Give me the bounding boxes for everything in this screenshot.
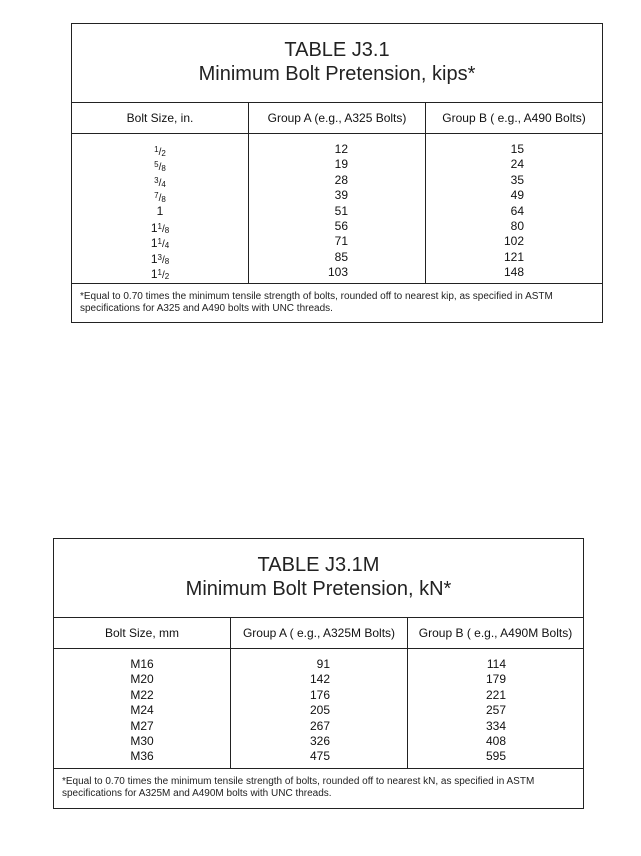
table-title-block xyxy=(72,24,602,103)
group-b-value: 221 xyxy=(485,687,506,702)
bolt-size-cell xyxy=(72,250,248,265)
bolt-size-cell: M16 xyxy=(130,657,154,671)
bolt-size-cell xyxy=(72,173,248,188)
bolt-size-value: $^3/_4$ xyxy=(154,175,166,189)
table-j3-1 xyxy=(71,23,603,323)
column-group-a xyxy=(231,649,408,768)
bolt-size-cell xyxy=(72,204,248,219)
header-group-a: Group A (e.g., A325 Bolts) xyxy=(249,103,426,133)
group-b-value: 102 xyxy=(503,234,524,249)
header-group-b: Group B ( e.g., A490M Bolts) xyxy=(418,626,573,640)
group-a-value: 39 xyxy=(334,188,348,203)
group-b-value: 179 xyxy=(485,672,506,687)
table-title-block xyxy=(54,539,583,618)
bolt-size-cell xyxy=(72,157,248,172)
table-title: TABLE J3.1M xyxy=(257,554,380,576)
footnote-line: specifications for A325 and A490 bolts with UNC threads. xyxy=(80,303,333,314)
group-b-value: 80 xyxy=(510,218,524,233)
group-b-value: 35 xyxy=(510,172,524,187)
table-subtitle: Minimum Bolt Pretension, kN* xyxy=(185,578,452,600)
group-b-value: 24 xyxy=(510,157,524,172)
bolt-size-cell xyxy=(72,188,248,203)
table-footnote xyxy=(54,769,583,800)
group-a-value: 176 xyxy=(309,687,330,702)
group-b-value: 64 xyxy=(510,203,524,218)
table-footnote xyxy=(72,284,602,315)
group-a-value: 91 xyxy=(316,657,330,671)
bolt-size-cell: M36 xyxy=(130,749,154,764)
bolt-size-cell: M24 xyxy=(130,703,154,718)
table-body xyxy=(54,649,583,769)
footnote-line: *Equal to 0.70 times the minimum tensile strength of bolts, rounded off to nearest kip, as specified in ASTM xyxy=(80,291,553,302)
group-a-value: 56 xyxy=(334,218,348,233)
group-a-value: 142 xyxy=(309,672,330,687)
bolt-size-value: $^5/_8$ xyxy=(154,160,166,174)
group-b-value: 257 xyxy=(485,703,506,718)
group-a-value: 71 xyxy=(334,234,348,249)
bolt-size-value: $1^1/_8$ xyxy=(150,220,170,235)
group-a-value: 267 xyxy=(309,718,330,733)
table-title: TABLE J3.1 xyxy=(284,39,390,61)
column-group-b xyxy=(408,649,583,768)
bolt-size-cell xyxy=(72,219,248,234)
bolt-size-value: $^7/_8$ xyxy=(154,191,166,205)
group-a-value: 28 xyxy=(334,172,348,187)
header-bolt-size: Bolt Size, in. xyxy=(72,103,249,133)
footnote-line: *Equal to 0.70 times the minimum tensile strength of bolts, rounded off to nearest kN, as specified in ASTM xyxy=(62,776,535,787)
header-bolt-size: Bolt Size, mm xyxy=(54,618,231,648)
group-a-value: 12 xyxy=(334,142,348,156)
column-bolt-size xyxy=(72,134,249,283)
column-group-a xyxy=(249,134,426,283)
table-header-row xyxy=(72,103,602,134)
bolt-size-value: $^1/_2$ xyxy=(154,145,166,158)
group-b-value: 49 xyxy=(510,188,524,203)
bolt-size-cell: M27 xyxy=(130,718,154,733)
column-group-b xyxy=(426,134,602,283)
bolt-size-value: 1 xyxy=(156,203,164,218)
table-header-row xyxy=(54,618,583,649)
footnote-line: specifications for A325M and A490M bolts with UNC threads. xyxy=(62,788,332,799)
group-b-value: 121 xyxy=(503,249,524,264)
group-a-value: 103 xyxy=(327,265,348,280)
column-bolt-size xyxy=(54,649,231,768)
group-a-value: 51 xyxy=(334,203,348,218)
header-group-a: Group A ( e.g., A325M Bolts) xyxy=(231,618,408,648)
bolt-size-value: $1^3/_8$ xyxy=(150,251,170,266)
group-b-value: 595 xyxy=(485,749,506,764)
group-b-value: 15 xyxy=(510,142,524,156)
bolt-size-cell xyxy=(72,142,248,157)
group-b-value: 114 xyxy=(486,657,506,671)
bolt-size-cell xyxy=(72,265,248,280)
table-subtitle: Minimum Bolt Pretension, kips* xyxy=(198,63,476,85)
bolt-size-value: $1^1/_4$ xyxy=(150,236,170,251)
bolt-size-cell: M20 xyxy=(130,672,154,687)
group-b-value: 334 xyxy=(485,718,506,733)
bolt-size-cell: M22 xyxy=(130,687,154,702)
bolt-size-cell: M30 xyxy=(130,733,154,748)
group-a-value: 19 xyxy=(334,157,348,172)
group-a-value: 205 xyxy=(309,703,330,718)
table-j3-1m xyxy=(53,538,584,809)
group-b-value: 408 xyxy=(485,733,506,748)
table-body xyxy=(72,134,602,284)
group-a-value: 326 xyxy=(309,733,330,748)
bolt-size-value: $1^1/_2$ xyxy=(150,267,170,282)
group-a-value: 85 xyxy=(334,249,348,264)
bolt-size-cell xyxy=(72,234,248,249)
header-group-b: Group B ( e.g., A490 Bolts) xyxy=(442,111,586,125)
group-a-value: 475 xyxy=(309,749,330,764)
group-b-value: 148 xyxy=(503,265,524,280)
